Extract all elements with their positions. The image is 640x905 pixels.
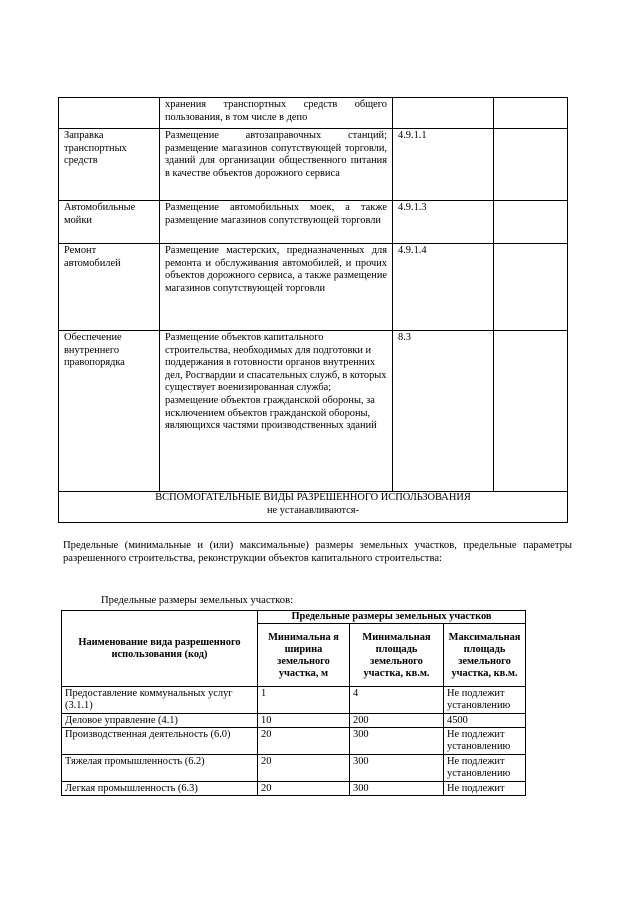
- use-code-cell: 4.9.1.4: [393, 244, 494, 331]
- min-width-cell: 20: [258, 728, 350, 755]
- min-area-cell: 300: [350, 728, 444, 755]
- use-description-cell: Размещение автозаправочных станций; размещение магазинов сопутствующей торговли, зданий для организации общественного питания в качестве объектов дорожного сервиса: [160, 129, 393, 201]
- group-header-row: [62, 611, 526, 624]
- table-row: [59, 129, 568, 201]
- min-width-cell: 1: [258, 687, 350, 714]
- aux-uses-row: [59, 492, 568, 523]
- min-width-cell: 20: [258, 755, 350, 782]
- table-row: [59, 244, 568, 331]
- empty-cell: [494, 244, 568, 331]
- use-code-cell: [393, 98, 494, 129]
- max-area-cell: Не подлежит установлению: [444, 755, 526, 782]
- permitted-uses-table: [58, 97, 568, 523]
- aux-uses-cell: [59, 492, 568, 523]
- use-name-cell: Легкая промышленность (6.3): [62, 782, 258, 796]
- empty-cell: [494, 98, 568, 129]
- table-row: [62, 687, 526, 714]
- min-area-cell: 300: [350, 755, 444, 782]
- min-width-cell: 10: [258, 714, 350, 728]
- min-area-cell: 200: [350, 714, 444, 728]
- min-area-cell: 300: [350, 782, 444, 796]
- table-row: [62, 728, 526, 755]
- max-area-cell: 4500: [444, 714, 526, 728]
- use-name-cell: [59, 98, 160, 129]
- use-name-cell: Автомобильные мойки: [59, 201, 160, 244]
- use-name-cell: Тяжелая промышленность (6.2): [62, 755, 258, 782]
- empty-cell: [494, 129, 568, 201]
- use-name-cell: Производственная деятельность (6.0): [62, 728, 258, 755]
- use-name-cell: Деловое управление (4.1): [62, 714, 258, 728]
- table-row: [59, 201, 568, 244]
- table-row: [62, 755, 526, 782]
- table-row: [62, 782, 526, 796]
- table-row: [62, 714, 526, 728]
- use-name-cell: Заправка транспортных средств: [59, 129, 160, 201]
- table-row: [59, 331, 568, 492]
- use-description-cell: Размещение мастерских, предназначенных для ремонта и обслуживания автомобилей, и прочих объектов дорожного сервиса, а также размещение магазинов сопутствующей торговли: [160, 244, 393, 331]
- max-area-cell: Не подлежит установлению: [444, 687, 526, 714]
- max-area-cell: Не подлежит установлению: [444, 728, 526, 755]
- limits-subheading: Предельные размеры земельных участков:: [101, 595, 294, 606]
- col-header-name: Наименование вида разрешенного использования (код): [62, 611, 258, 687]
- empty-cell: [494, 331, 568, 492]
- use-description-cell: Размещение объектов капитального строительства, необходимых для подготовки и поддержания в готовности органов внутренних дел, Росгвардии и спасательных служб, в которых существует военизированная служба; размещение объектов гражданской обороны, за исключением объектов гражданской обороны, являющихся частями производственных зданий: [160, 331, 393, 492]
- use-name-cell: Обеспечение внутреннего правопорядка: [59, 331, 160, 492]
- aux-uses-note: не устанавливаются-: [266, 504, 360, 516]
- empty-cell: [494, 201, 568, 244]
- use-name-cell: Предоставление коммунальных услуг (3.1.1): [62, 687, 258, 714]
- min-area-cell: 4: [350, 687, 444, 714]
- use-code-cell: 8.3: [393, 331, 494, 492]
- table-row: [59, 98, 568, 129]
- use-description-cell: Размещение автомобильных моек, а также размещение магазинов сопутствующей торговли: [160, 201, 393, 244]
- use-description-cell: хранения транспортных средств общего пользования, в том числе в депо: [160, 98, 393, 129]
- col-header-max-area: Максимальная площадь земельного участка, кв.м.: [444, 624, 526, 687]
- aux-uses-title: ВСПОМОГАТЕЛЬНЫЕ ВИДЫ РАЗРЕШЕННОГО ИСПОЛЬЗОВАНИЯ: [155, 492, 471, 503]
- use-name-cell: Ремонт автомобилей: [59, 244, 160, 331]
- col-header-width: Минимальна я ширина земельного участка, м: [258, 624, 350, 687]
- min-width-cell: 20: [258, 782, 350, 796]
- use-code-cell: 4.9.1.1: [393, 129, 494, 201]
- use-code-cell: 4.9.1.3: [393, 201, 494, 244]
- plot-size-limits-table: [61, 610, 526, 796]
- limits-paragraph: Предельные (минимальные и (или) максимальные) размеры земельных участков, предельные параметры разрешенного строительства, реконструкции объектов капитального строительства:: [63, 540, 572, 564]
- max-area-cell: Не подлежит: [444, 782, 526, 796]
- group-header: Предельные размеры земельных участков: [258, 611, 526, 624]
- col-header-min-area: Минимальная площадь земельного участка, кв.м.: [350, 624, 444, 687]
